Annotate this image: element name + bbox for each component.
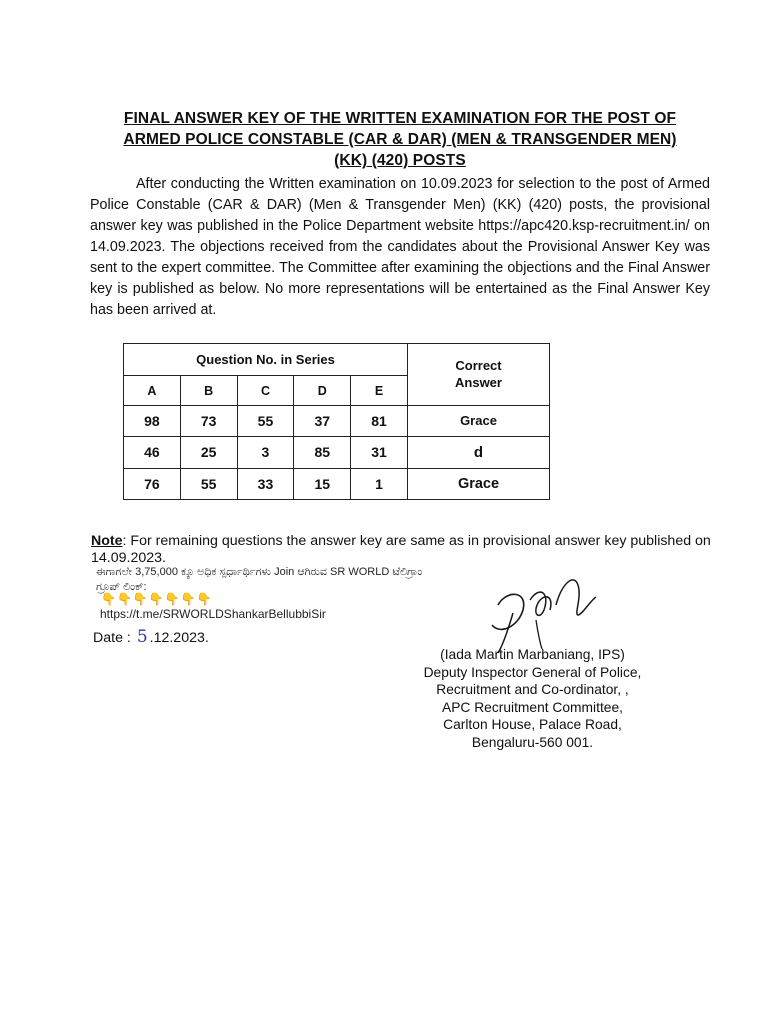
signature-icon [478,565,608,655]
signatory-block [400,646,665,751]
intro-paragraph-text: After conducting the Written examination on 10.09.2023 for selection to the post of Armed Police Constable (CAR & DAR) (Men & Transgender Men) (KK) (420) posts, the provisional answer key was published in the Police Department website https://apc420.ksp-recruitment.in/ on 14.09.2023. The objections received from the candidates about the Provisional Answer Key was sent to the expert committee. The Committee after examining the objections and the Final Answer key is published as below. No more representations will be entertained as the Final Answer Key has been arrived at. [90,176,710,318]
series-d: D [294,376,351,405]
date-day-handwritten: 5 [136,627,148,647]
cell: 55 [180,468,237,499]
telegram-link[interactable]: https://t.me/SRWORLDShankarBellubbiSir [100,607,326,621]
signatory-line-4: Carlton House, Palace Road, [443,717,622,732]
cell: 85 [294,437,351,468]
table-row [124,405,550,436]
correct-answer-header: Correct Answer [408,344,550,406]
cell: 98 [124,405,181,436]
signatory-name: (Iada Martin Marbaniang, IPS) [440,647,625,662]
note-label: Note [91,533,123,549]
cell: 25 [180,437,237,468]
cell: 1 [351,468,408,499]
cell: 76 [124,468,181,499]
cell: 33 [237,468,294,499]
signatory-line-1: Deputy Inspector General of Police, [423,664,642,680]
title-line-2: ARMED POLICE CONSTABLE (CAR & DAR) (MEN & TRANSGENDER MEN) [123,131,677,148]
pointing-hands-icon: 👇👇👇👇👇👇👇 [101,592,213,606]
title-line-3: (KK) (420) POSTS [334,152,466,169]
cell: 81 [351,405,408,436]
intro-paragraph [90,174,710,321]
cell: 55 [237,405,294,436]
table-row [124,468,550,499]
series-a: A [124,376,181,405]
answer-cell: d [408,437,550,468]
note-text [91,533,711,567]
series-c: C [237,376,294,405]
series-header: Question No. in Series [124,344,408,376]
date-label: Date : [93,630,131,646]
answer-cell: Grace [408,405,550,436]
cell: 3 [237,437,294,468]
answer-key-table [123,343,550,500]
table-row [124,437,550,468]
promo-line-1: ಈಗಾಗಲೇ 3,75,000 ಕ್ಕೂ ಅಧಿಕ ಸ್ಪರ್ಧಾರ್ಥಿಗಳು Join ಆಗಿರುವ SR WORLD ಟೆಲಿಗ್ರಾಂ [96,566,423,578]
cell: 73 [180,405,237,436]
cell: 37 [294,405,351,436]
date-rest: .12.2023. [149,630,209,646]
signatory-line-3: APC Recruitment Committee, [442,699,623,715]
cell: 15 [294,468,351,499]
title-line-1: FINAL ANSWER KEY OF THE WRITTEN EXAMINATION FOR THE POST OF [123,110,677,127]
document-title [80,108,720,171]
date-line [93,627,209,647]
telegram-promo [96,565,422,595]
cell: 46 [124,437,181,468]
signatory-line-2: Recruitment and Co-ordinator, , [436,682,629,697]
series-e: E [351,376,408,405]
promo-line-2: ಗ್ರೂಪ್ ಲಿಂಕ್: [96,581,147,593]
cell: 31 [351,437,408,468]
note-body: : For remaining questions the answer key are same as in provisional answer key published on 14.09.2023. [91,533,711,566]
answer-cell: Grace [408,468,550,499]
series-b: B [180,376,237,405]
signatory-line-5: Bengaluru-560 001. [471,734,594,750]
